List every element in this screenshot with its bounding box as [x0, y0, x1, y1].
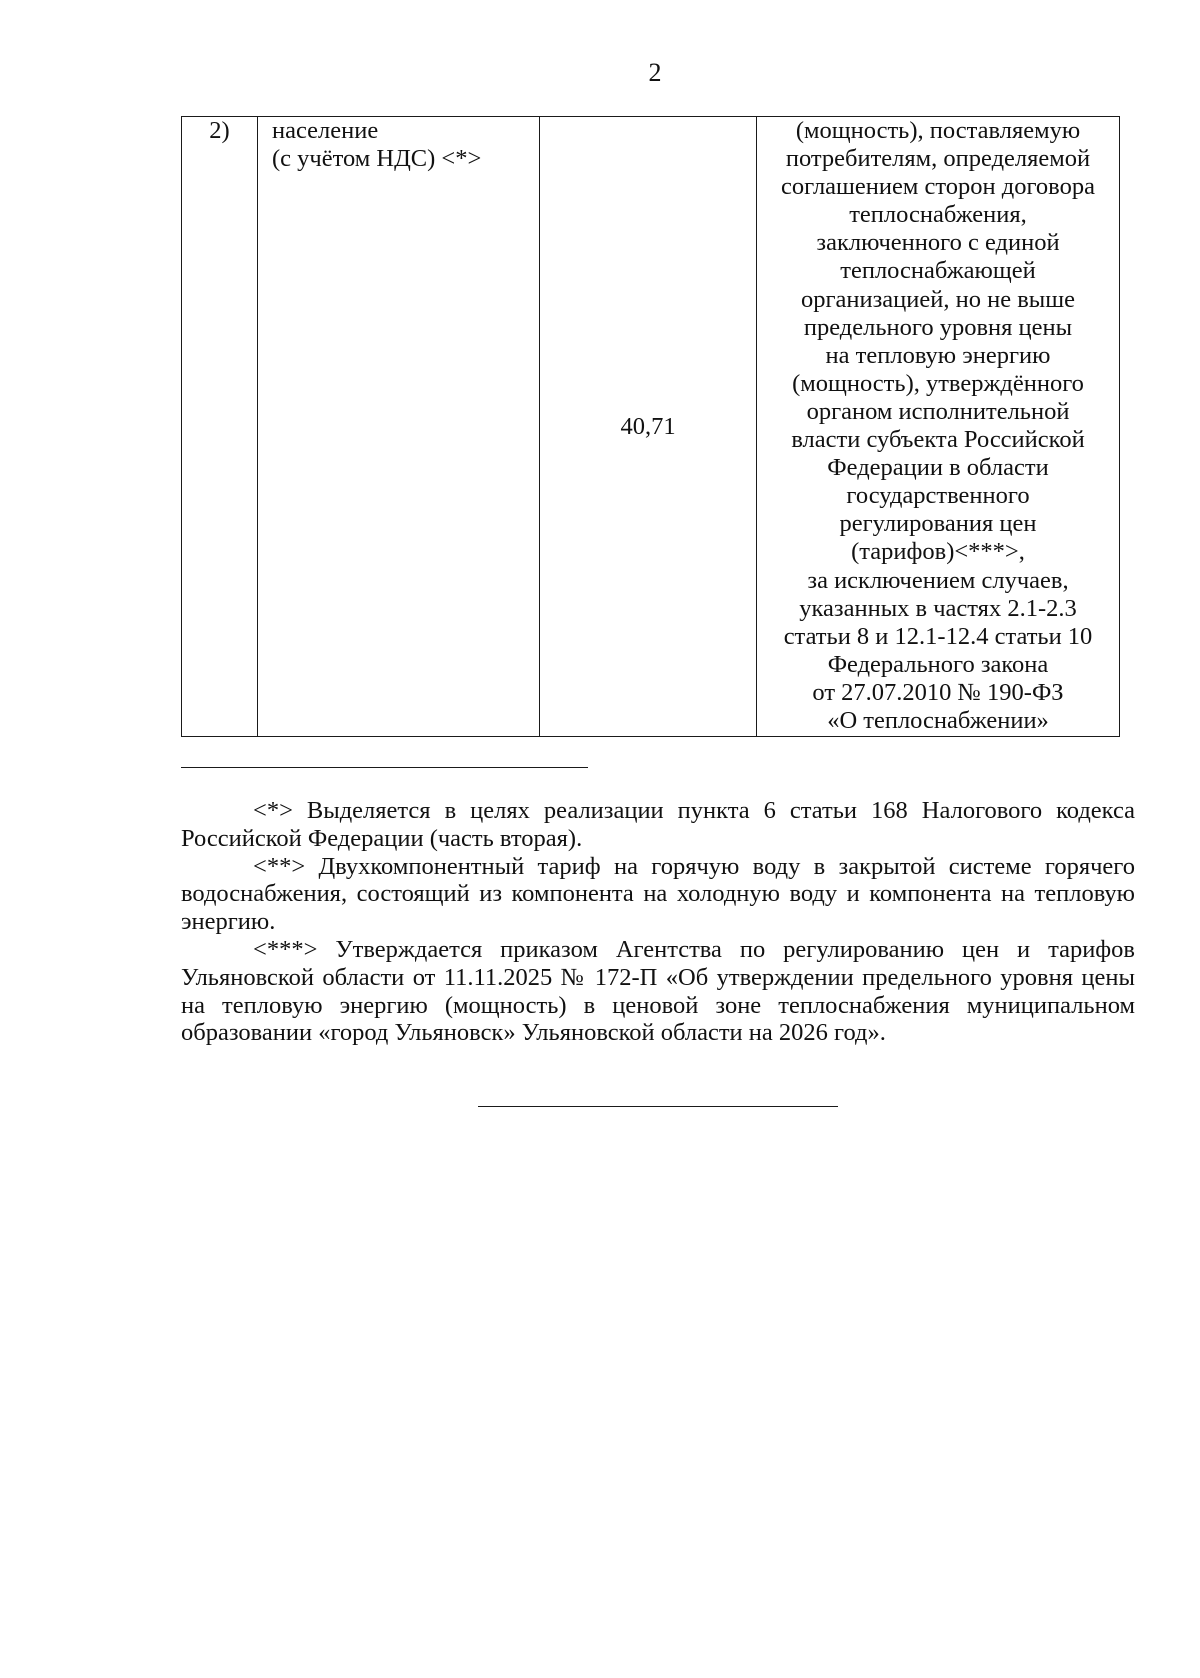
consumer-category-cell [258, 117, 540, 737]
note-line: соглашением сторон договора [781, 173, 1095, 201]
tariff-table [181, 116, 1120, 737]
note-line: статьи 8 и 12.1-12.4 статьи 10 [783, 622, 1093, 650]
footnote-separator-rule [181, 767, 588, 768]
note-line: на тепловую энергию [825, 341, 1051, 369]
note-line: регулирования цен [839, 510, 1037, 538]
table-row [182, 117, 1120, 737]
note-line: потребителям, определяемой [785, 145, 1091, 173]
footnote: <*> Выделяется в целях реализации пункта 6 статьи 168 Налогового кодекса Российской Федерации (часть вторая). [181, 797, 1135, 852]
note-line: власти субъекта Российской [791, 426, 1085, 454]
note-line: органом исполнительной [806, 397, 1070, 425]
note-line: от 27.07.2010 № 190-ФЗ [812, 678, 1064, 706]
footnotes [181, 797, 1135, 1047]
note-line: (мощность), поставляемую [795, 117, 1081, 144]
end-of-document-rule [478, 1106, 838, 1107]
note-line: государственного [846, 482, 1030, 510]
page-number: 2 [648, 58, 662, 87]
tariff-value-cell: 40,71 [540, 117, 757, 737]
note-line: теплоснабжения, [849, 201, 1027, 229]
note-line: Федерального закона [827, 650, 1049, 678]
note-line: указанных в частях 2.1-2.3 [799, 594, 1077, 622]
note-line: «О теплоснабжении» [827, 706, 1049, 734]
consumer-category-line: население [272, 117, 379, 144]
note-line: (тарифов)<***>, [851, 538, 1025, 566]
note-line: организацией, но не выше [800, 285, 1076, 313]
note-line: теплоснабжающей [840, 257, 1036, 285]
consumer-category-line: (с учётом НДС) <*> [272, 145, 482, 172]
tariff-note-cell [757, 117, 1120, 737]
note-line: за исключением случаев, [807, 566, 1069, 594]
note-line: предельного уровня цены [803, 313, 1073, 341]
note-line: Федерации в области [827, 454, 1049, 482]
note-line: (мощность), утверждённого [792, 369, 1084, 397]
row-number-cell: 2) [182, 117, 258, 737]
footnote: <**> Двухкомпонентный тариф на горячую воду в закрытой системе горячего водоснабжения, состоящий из компонента на холодную воду и компонента на тепловую энергию. [181, 852, 1135, 936]
footnote: <***> Утверждается приказом Агентства по регулированию цен и тарифов Ульяновской области от 11.11.2025 № 172-П «Об утверждении предельного уровня цены на тепловую энергию (мощность) в ценовой зоне теплоснабжения муниципальном образовании «город Ульяновск» Ульяновской области на 2026 год». [181, 935, 1135, 1047]
note-line: заключенного с единой [816, 229, 1060, 257]
